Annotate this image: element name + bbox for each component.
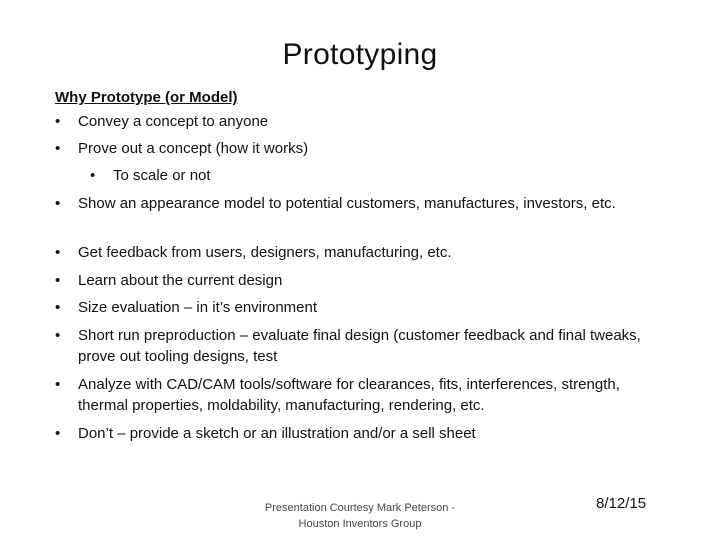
bullet-item: [55, 297, 665, 318]
bullet-marker: •: [55, 195, 61, 212]
bullet-marker: •: [55, 113, 61, 130]
bullet-text: Short run preproduction – evaluate final design (customer feedback and final tweaks, prove out tooling designs, test: [78, 327, 641, 365]
bullet-marker: •: [55, 327, 61, 344]
slide-date: 8/12/15: [596, 495, 647, 512]
bullet-marker: •: [55, 376, 61, 393]
bullet-item: [55, 325, 665, 367]
bullet-text: Get feedback from users, designers, manufacturing, etc.: [78, 244, 452, 261]
bullet-marker: •: [90, 167, 96, 184]
bullet-text: Show an appearance model to potential customers, manufactures, investors, etc.: [78, 195, 616, 212]
slide-title: Prototyping: [282, 38, 438, 71]
bullet-item: [55, 193, 665, 214]
bullet-item: [55, 111, 665, 132]
bullet-item: [55, 242, 665, 263]
bullet-marker: •: [55, 140, 61, 157]
footer-credit-line2: Houston Inventors Group: [298, 518, 422, 530]
bullet-text: Learn about the current design: [78, 272, 283, 289]
bullet-text: Convey a concept to anyone: [78, 113, 269, 130]
sub-bullet-item: [90, 165, 590, 186]
bullet-text: To scale or not: [113, 167, 211, 184]
section-heading: Why Prototype (or Model): [55, 89, 238, 106]
bullet-text: Prove out a concept (how it works): [78, 140, 309, 157]
bullet-marker: •: [55, 272, 61, 289]
bullet-marker: •: [55, 244, 61, 261]
bullet-text: Size evaluation – in it’s environment: [78, 299, 318, 316]
bullet-item: [55, 374, 665, 416]
footer-credit: [250, 500, 470, 532]
bullet-item: [55, 138, 665, 159]
bullet-text: Analyze with CAD/CAM tools/software for clearances, fits, interferences, strength, thermal properties, moldability, manufacturing, rendering, etc.: [78, 376, 620, 414]
bullet-item: [55, 423, 665, 444]
footer-credit-line1: Presentation Courtesy Mark Peterson -: [264, 502, 456, 514]
bullet-item: [55, 270, 665, 291]
bullet-marker: •: [55, 425, 61, 442]
bullet-text: Don’t – provide a sketch or an illustration and/or a sell sheet: [78, 425, 476, 442]
bullet-marker: •: [55, 299, 61, 316]
